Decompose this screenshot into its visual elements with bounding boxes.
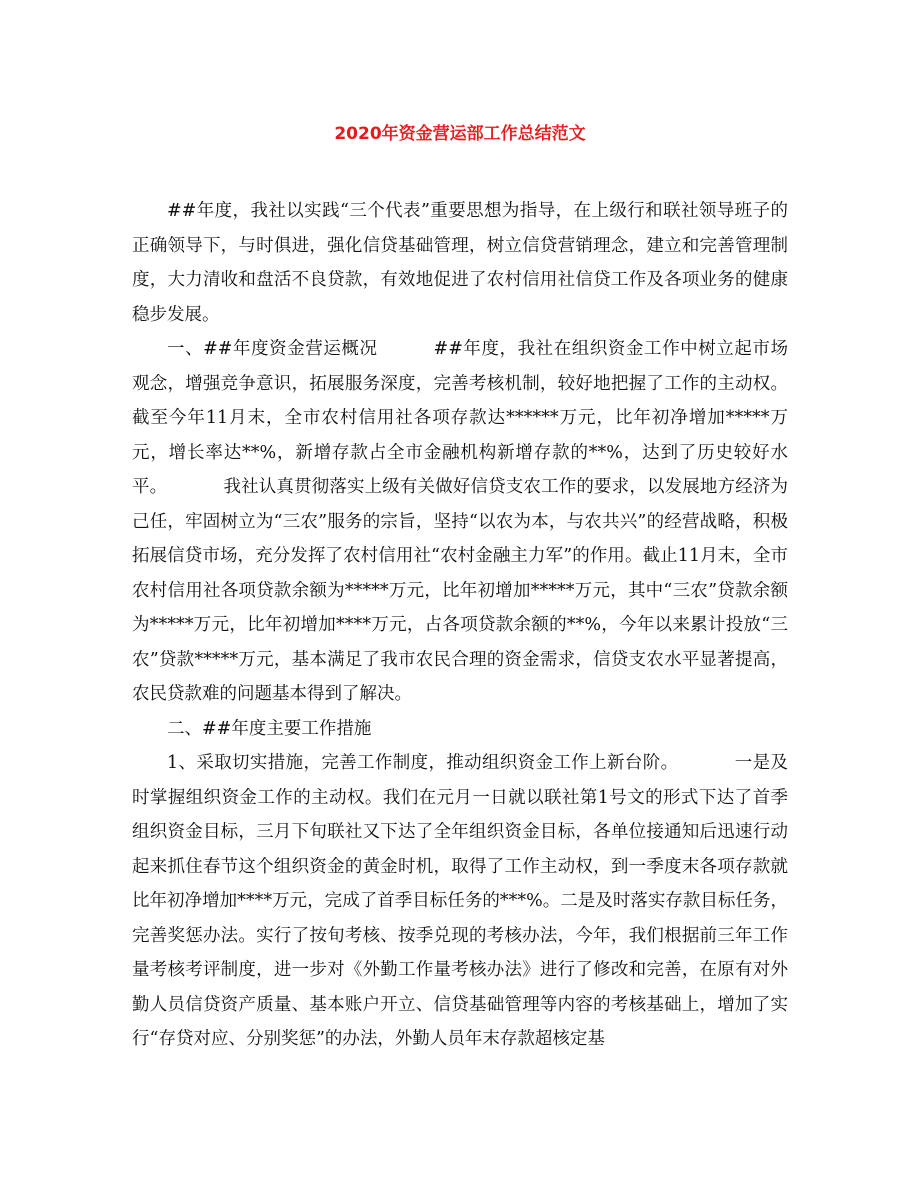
document-title: 2020年资金营运部工作总结范文 bbox=[334, 124, 586, 144]
paragraph-measure-1 bbox=[132, 746, 788, 1057]
paragraph-measures-heading: 二、##年度主要工作措施 bbox=[167, 718, 372, 739]
document-body bbox=[132, 194, 788, 1057]
paragraph-overview bbox=[132, 332, 788, 712]
measure-1-heading: 1、采取切实措施，完善工作制度，推动组织资金工作上新台阶。 bbox=[167, 753, 679, 773]
overview-body: ##年度，我社在组织资金工作中树立起市场观念，增强竞争意识，拓展服务深度，完善考核机制，较好地把握了工作的主动权。截至今年11月末，全市农村信用社各项存款达******万元，比年初净增加*****万元，增长率达**%，新增存款占全市金融机构新增存款的**%，达到了历史较好水平。 bbox=[132, 339, 789, 497]
overview-heading: 一、##年度资金营运概况 bbox=[167, 339, 378, 359]
paragraph-intro: ##年度，我社以实践“三个代表”重要思想为指导，在上级行和联社领导班子的正确领导下，与时俱进，强化信贷基础管理，树立信贷营销理念，建立和完善管理制度，大力清收和盘活不良贷款，有效地促进了农村信用社信贷工作及各项业务的健康稳步发展。 bbox=[132, 201, 788, 325]
overview-body-2: 我社认真贯彻落实上级有关做好信贷支农工作的要求，以发展地方经济为己任，牢固树立为“三农”服务的宗旨，坚持“以农为本，与农共兴”的经营战略，积极拓展信贷市场，充分发挥了农村信用社“农村金融主力军”的作用。截止11月末，全市农村信用社各项贷款余额为*****万元，比年初增加*****万元，其中“三农”贷款余额为*****万元，比年初增加****万元，占各项贷款余额的**%，今年以来累计投放“三农”贷款*****万元，基本满足了我市农民合理的资金需求，信贷支农水平显著提高，农民贷款难的问题基本得到了解决。 bbox=[132, 477, 789, 704]
measure-1-body: 一是及时掌握组织资金工作的主动权。我们在元月一日就以联社第1号文的形式下达了首季组织资金目标，三月下旬联社又下达了全年组织资金目标，各单位接通知后迅速行动起来抓住春节这个组织资金的黄金时机，取得了工作主动权，到一季度末各项存款就比年初净增加****万元，完成了首季目标任务的***%。二是及时落实存款目标任务，完善奖惩办法。实行了按旬考核、按季兑现的考核办法，今年，我们根据前三年工作量考核考评制度，进一步对《外勤工作量考核办法》进行了修改和完善，在原有对外勤人员信贷资产质量、基本账户开立、信贷基础管理等内容的考核基础上，增加了实行“存贷对应、分别奖惩”的办法，外勤人员年末存款超核定基 bbox=[132, 753, 789, 1049]
